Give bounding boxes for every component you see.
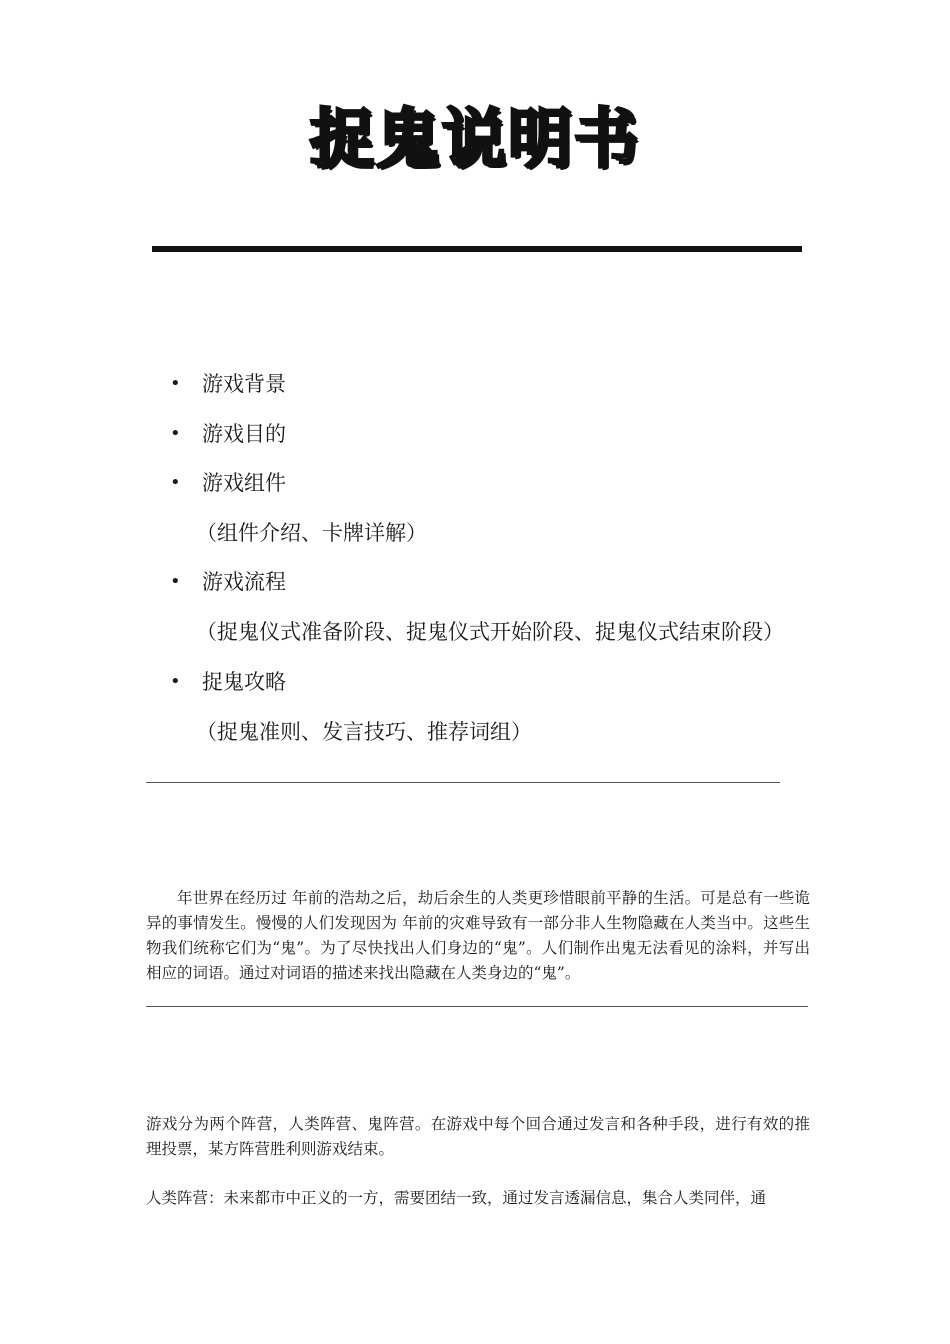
bullet-icon: •	[170, 571, 181, 592]
toc-item	[0, 564, 950, 600]
toc-item	[0, 664, 950, 700]
toc-item	[0, 465, 950, 501]
bullet-icon: •	[170, 472, 181, 493]
toc-item-label: 游戏背景	[202, 372, 286, 396]
toc-item-label: 游戏目的	[202, 422, 286, 446]
bullet-icon: •	[170, 373, 181, 394]
title-underline	[152, 246, 802, 252]
toc-item-label: 捉鬼攻略	[202, 670, 286, 694]
section-divider	[146, 1006, 808, 1007]
toc-item	[0, 366, 950, 402]
toc-item-subtitle	[0, 714, 950, 750]
toc-item-sub: （组件介绍、卡牌详解）	[196, 521, 427, 545]
toc-item-sub: （捉鬼仪式准备阶段、捉鬼仪式开始阶段、捉鬼仪式结束阶段）	[196, 620, 784, 644]
toc-item-subtitle	[0, 515, 950, 551]
human-camp-paragraph: 人类阵营：未来都市中正义的一方，需要团结一致，通过发言透漏信息，集合人类同伴，通	[146, 1189, 767, 1207]
section-divider	[146, 782, 780, 783]
toc-item	[0, 416, 950, 452]
background-paragraph: 年世界在经历过 年前的浩劫之后，劫后余生的人类更珍惜眼前平静的生活。可是总有一些诡异的事情发生。慢慢的人们发现因为 年前的灾难导致有一部分非人生物隐藏在人类当中。这些生物我们统称它们为“鬼”。为了尽快找出人们身边的“鬼”。人们制作出鬼无法看见的涂料，并写出相应的词语。通过对词语的描述来找出隐藏在人类身边的“鬼”。	[146, 889, 810, 982]
document-title: 捉鬼说明书	[310, 103, 640, 177]
toc-item-sub: （捉鬼准则、发言技巧、推荐词组）	[196, 720, 532, 744]
bullet-icon: •	[170, 671, 181, 692]
toc-item-label: 游戏流程	[202, 570, 286, 594]
objective-paragraph: 游戏分为两个阵营，人类阵营、鬼阵营。在游戏中每个回合通过发言和各种手段，进行有效的推理投票，某方阵营胜利则游戏结束。	[146, 1115, 810, 1158]
bullet-icon: •	[170, 423, 181, 444]
toc-item-subtitle	[0, 614, 950, 650]
toc-item-label: 游戏组件	[202, 471, 286, 495]
